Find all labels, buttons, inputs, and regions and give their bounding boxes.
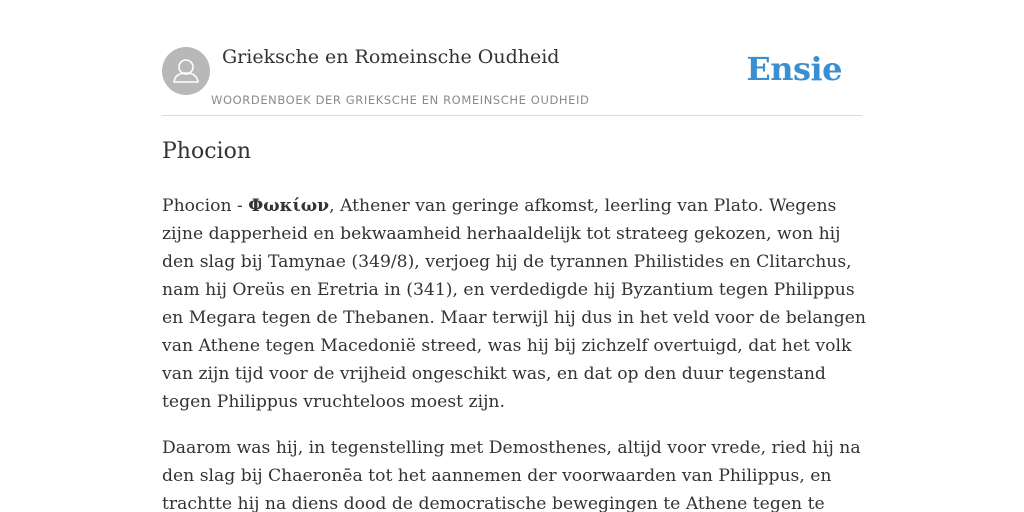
entry-paragraph-1 xyxy=(162,192,870,416)
entry-title: Phocion xyxy=(162,139,251,164)
entry-term-prefix: Phocion - xyxy=(162,196,249,216)
greek-name: Φωκίων xyxy=(248,196,330,216)
dictionary-header xyxy=(162,0,862,116)
dictionary-avatar[interactable] xyxy=(162,47,210,95)
dictionary-title-link[interactable]: Grieksche en Romeinsche Oudheid xyxy=(222,46,560,68)
user-icon xyxy=(162,47,210,95)
ensie-logo-link[interactable]: Ensie xyxy=(746,50,842,88)
entry-body xyxy=(162,192,870,512)
page xyxy=(162,0,866,512)
entry-paragraph-1-text: , Athener van geringe afkomst, leerling van Plato. Wegens zijne dapperheid en bekwaamheid herhaaldelijk tot strateeg gekozen, won hij den slag bij Tamynae (349/8), verjoeg hij de tyrannen Philistides en Clitarchus, nam hij Oreüs en Eretria in (341), en verdedigde hij Byzantium tegen Philippus en Megara tegen de Thebanen. Maar terwijl hij dus in het veld voor de belangen van Athene tegen Macedonië streed, was hij bij zichzelf overtuigd, dat het volk van zijn tijd voor de vrijheid ongeschikt was, en dat op den duur tegenstand tegen Philippus vruchteloos moest zijn. xyxy=(162,196,866,412)
entry-paragraph-2: Daarom was hij, in tegenstelling met Demosthenes, altijd voor vrede, ried hij na den slag bij Chaeronēa tot het aannemen der voorwaarden van Philippus, en trachtte hij na diens dood de democratische bewegingen te Athene tegen te xyxy=(162,438,861,512)
dictionary-subtitle: WOORDENBOEK DER GRIEKSCHE EN ROMEINSCHE OUDHEID xyxy=(211,93,590,107)
